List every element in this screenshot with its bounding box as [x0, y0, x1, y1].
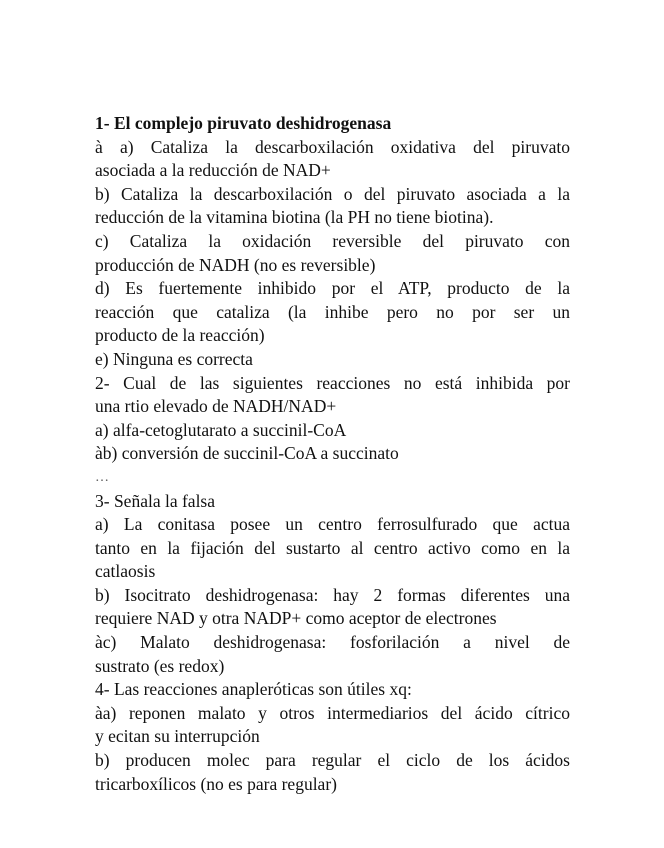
question-4-title: 4- Las reacciones anapleróticas son útiles xq: [95, 679, 412, 700]
question-3-option-a-line-1: a) La conitasa posee un centro ferrosulfurado que actua [95, 514, 570, 535]
question-2-title-line-1: 2- Cual de las siguientes reacciones no está inhibida por [95, 372, 570, 393]
question-1-option-b-line-1: b) Cataliza la descarboxilación o del piruvato asociada a la [95, 183, 570, 204]
question-1-option-b-line-2: reducción de la vitamina biotina (la PH no tiene biotina). [95, 207, 494, 228]
question-1-option-a-line-1: à a) Cataliza la descarboxilación oxidativa del piruvato [95, 136, 570, 157]
question-4-option-a-line-1: àa) reponen malato y otros intermediarios del ácido cítrico [95, 702, 570, 723]
question-3-option-a-line-3: catlaosis [95, 561, 156, 582]
ellipsis: … [95, 469, 109, 485]
question-4-option-a-line-2: y ecitan su interrupción [95, 726, 260, 747]
question-2-option-b: àb) conversión de succinil-CoA a succinato [95, 443, 399, 464]
question-3-option-b-line-1: b) Isocitrato deshidrogenasa: hay 2 formas diferentes una [95, 584, 570, 605]
question-2-option-a: a) alfa-cetoglutarato a succinil-CoA [95, 419, 347, 440]
question-3-option-c-line-2: sustrato (es redox) [95, 655, 225, 676]
question-3-option-a-line-2: tanto en la fijación del sustarto al centro activo como en la [95, 537, 570, 558]
question-1-option-e: e) Ninguna es correcta [95, 348, 253, 369]
question-1-option-d-line-1: d) Es fuertemente inhibido por el ATP, producto de la [95, 278, 570, 299]
question-1-option-c-line-2: producción de NADH (no es reversible) [95, 254, 376, 275]
document-page [95, 112, 570, 796]
question-3-option-c-line-1: àc) Malato deshidrogenasa: fosforilación a nivel de [95, 632, 570, 653]
question-3-title: 3- Señala la falsa [95, 490, 216, 511]
question-3-option-b-line-2: requiere NAD y otra NADP+ como aceptor de electrones [95, 608, 497, 629]
question-1-title: 1- El complejo piruvato deshidrogenasa [95, 113, 392, 133]
question-1-option-d-line-2: reacción que cataliza (la inhibe pero no por ser un [95, 301, 570, 322]
question-4-option-b-line-2: tricarboxílicos (no es para regular) [95, 773, 337, 794]
question-1-option-d-line-3: producto de la reacción) [95, 325, 265, 346]
question-1-option-c-line-1: c) Cataliza la oxidación reversible del piruvato con [95, 230, 570, 251]
question-1-option-a-line-2: asociada a la reducción de NAD+ [95, 160, 331, 181]
question-2-title-line-2: una rtio elevado de NADH/NAD+ [95, 396, 337, 417]
question-4-option-b-line-1: b) producen molec para regular el ciclo de los ácidos [95, 750, 570, 771]
